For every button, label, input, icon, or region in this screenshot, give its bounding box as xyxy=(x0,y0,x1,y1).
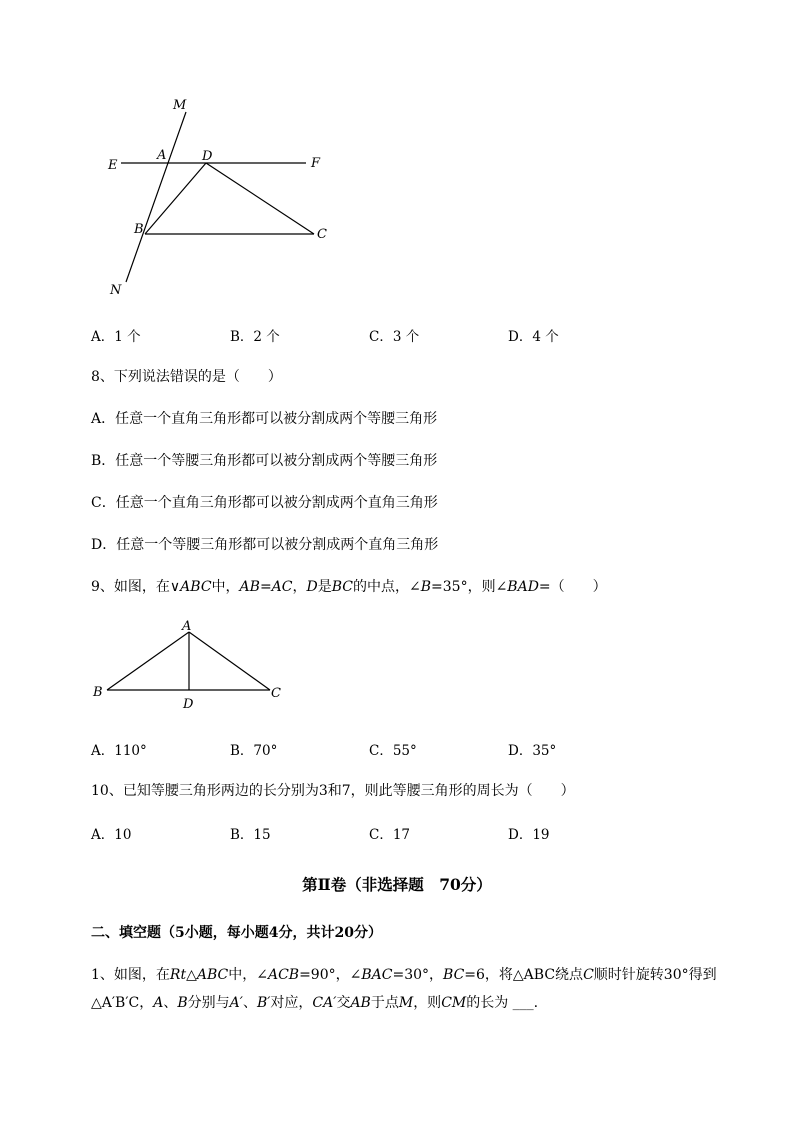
label-n: N xyxy=(110,283,122,298)
fill1-text-l2j: CA′ xyxy=(312,995,337,1011)
figure-isosceles-triangle xyxy=(88,612,288,712)
fill1-text-l2a: △A′B′C， xyxy=(91,995,154,1011)
fill1-text-l2e: 分别与 xyxy=(187,995,230,1011)
fill1-text-c: 中， xyxy=(228,967,257,983)
q8-stem: 8、下列说法错误的是（ ） xyxy=(91,369,282,385)
fill1-line1 xyxy=(91,964,717,984)
label-b: B xyxy=(93,685,103,700)
segment-ab xyxy=(107,632,189,690)
q9-text-5: ， xyxy=(292,579,307,595)
fill1-text-l2b: A xyxy=(153,995,164,1011)
q9-option-c: C．55° xyxy=(369,743,417,759)
fill1-text-b: Rt△ABC xyxy=(169,967,229,983)
q9-text-9: 的中点， xyxy=(353,579,409,595)
q7-option-d: D．4 个 xyxy=(508,329,559,345)
q9-text-7: 是 xyxy=(317,579,332,595)
q9-text-10: ∠B= xyxy=(409,579,443,595)
q9-text-13: （ ） xyxy=(550,579,607,595)
segment-dc xyxy=(206,163,314,234)
fill1-text-l2q: 的长为 ___. xyxy=(466,995,539,1011)
q9-stem xyxy=(91,576,607,596)
fill1-text-g: =30°， xyxy=(392,967,444,983)
fill1-text-h: BC xyxy=(443,967,465,983)
q8-option-b: B．任意一个等腰三角形都可以被分割成两个等腰三角形 xyxy=(91,453,438,469)
fill1-text-l2p: CM xyxy=(441,995,467,1011)
fill1-text-j: C xyxy=(583,967,594,983)
q8-option-a: A．任意一个直角三角形都可以被分割成两个等腰三角形 xyxy=(91,411,438,427)
segment-ac xyxy=(189,632,270,690)
fill1-text-l2h: B′ xyxy=(256,995,271,1011)
q8-option-d: D．任意一个等腰三角形都可以被分割成两个直角三角形 xyxy=(91,537,439,553)
q10-option-b: B．15 xyxy=(230,827,271,843)
q9-text-8: BC xyxy=(331,579,353,595)
q7-option-a: A．1 个 xyxy=(91,329,141,345)
q10-option-c: C．17 xyxy=(369,827,411,843)
label-b: B xyxy=(134,222,144,237)
q7-option-c: C．3 个 xyxy=(369,329,420,345)
label-d: D xyxy=(202,149,213,164)
fill1-text-f: ∠BAC xyxy=(349,967,393,983)
label-a: A xyxy=(182,619,192,634)
fill1-text-l2m: 于点 xyxy=(370,995,399,1011)
label-e: E xyxy=(108,158,118,173)
q8-option-c: C．任意一个直角三角形都可以被分割成两个直角三角形 xyxy=(91,495,438,511)
fill1-text-l2f: A′ xyxy=(229,995,243,1011)
label-c: C xyxy=(317,227,327,242)
fill1-text-e: =90°， xyxy=(299,967,350,983)
q10-option-d: D．19 xyxy=(508,827,550,843)
fill1-text-l2n: M xyxy=(398,995,414,1011)
fill1-text-l2c: 、 xyxy=(163,995,178,1011)
label-f: F xyxy=(311,156,321,171)
q9-text-12: ∠BAD= xyxy=(495,579,551,595)
fill1-text-l2l: AB xyxy=(350,995,371,1011)
fill1-text-a: 1、如图，在 xyxy=(91,967,170,983)
q9-option-b: B．70° xyxy=(230,743,278,759)
q9-text-1: 9、如图，在 xyxy=(91,579,170,595)
q10-option-a: A．10 xyxy=(91,827,132,843)
label-d: D xyxy=(183,697,194,712)
figure-parallel-lines-triangle xyxy=(95,90,345,305)
fill1-line2 xyxy=(91,992,538,1012)
q9-text-2: ∨ABC xyxy=(169,579,212,595)
label-c: C xyxy=(271,686,281,701)
q9-text-3: 中， xyxy=(211,579,240,595)
q9-text-6: D xyxy=(306,579,318,595)
q10-stem: 10、已知等腰三角形两边的长分别为3和7，则此等腰三角形的周长为（ ） xyxy=(91,783,575,799)
fill1-text-d: ∠ACB xyxy=(256,967,300,983)
q9-option-a: A．110° xyxy=(91,743,147,759)
q9-text-4: AB=AC xyxy=(239,579,293,595)
q9-option-d: D．35° xyxy=(508,743,557,759)
fill1-text-l2g: 、 xyxy=(242,995,257,1011)
fill1-text-l2d: B xyxy=(177,995,188,1011)
section2-title: 二、填空题（5小题，每小题4分，共计20分） xyxy=(91,925,382,941)
fill1-text-l2o: ，则 xyxy=(413,995,442,1011)
fill1-text-i: =6，将△ABC绕点 xyxy=(464,967,584,983)
q7-option-b: B．2 个 xyxy=(230,329,280,345)
fill1-text-l2i: 对应， xyxy=(270,995,313,1011)
part2-title: 第Ⅱ卷（非选择题 70分） xyxy=(302,875,492,894)
label-a: A xyxy=(157,148,167,163)
label-m: M xyxy=(173,98,187,113)
fill1-text-l2k: 交 xyxy=(336,995,351,1011)
segment-bd xyxy=(145,163,206,234)
q9-text-11: 35°，则 xyxy=(442,579,496,595)
fill1-text-k: 顺时针旋转30°得到 xyxy=(593,967,717,983)
